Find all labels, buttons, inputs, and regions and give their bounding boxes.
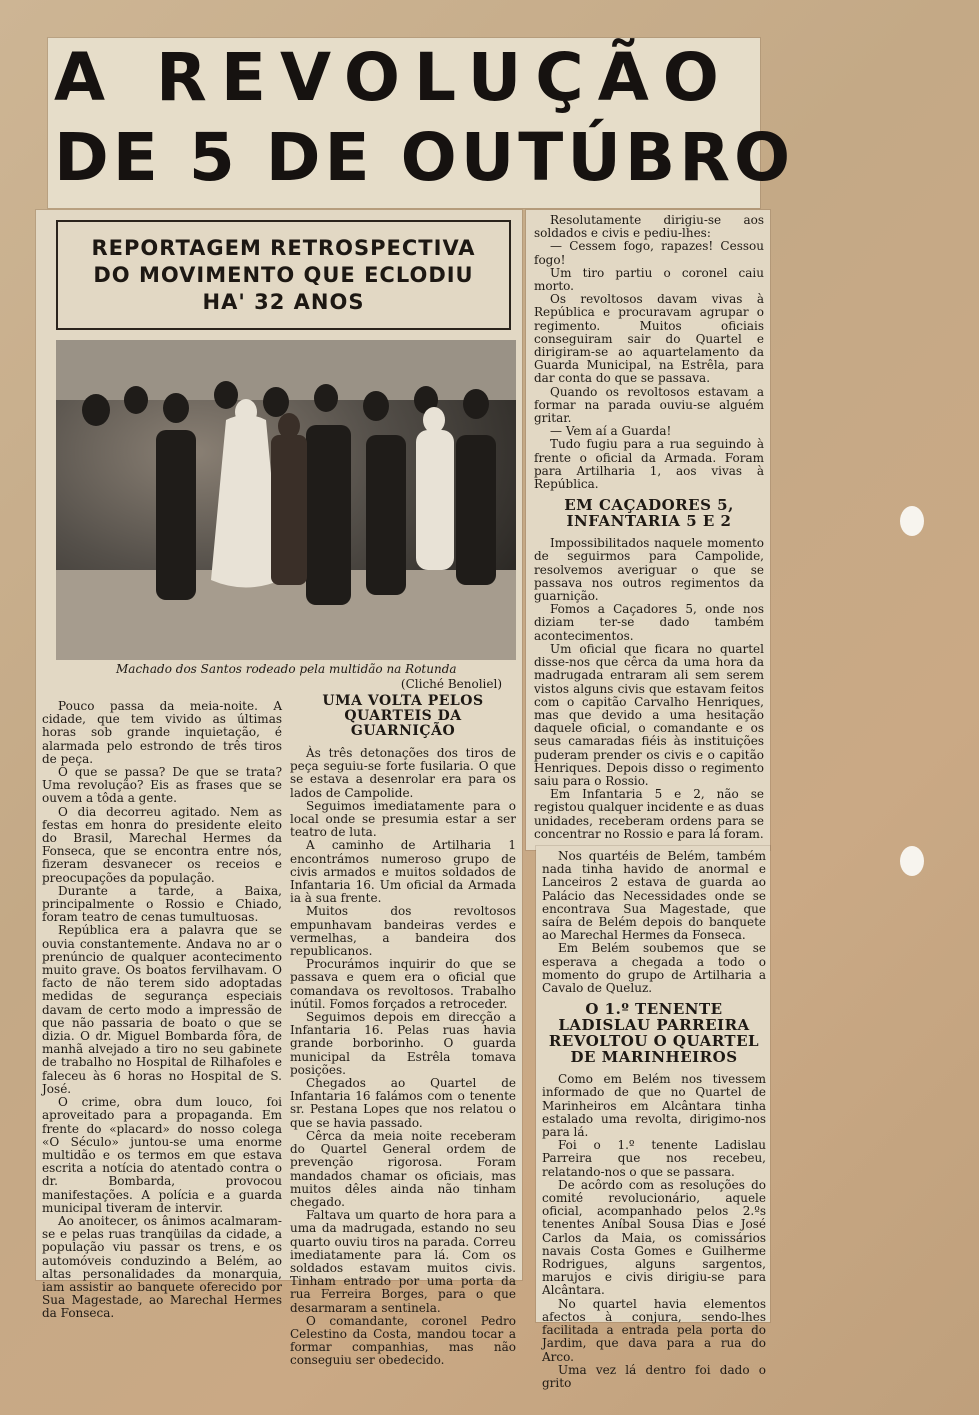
headline-line-2: DE 5 DE OUTÚBRO — [54, 119, 795, 196]
paragraph: Procurámos inquirir do que se passava e quem era o oficial que comandava os revoltosos. Trabalho inútil. Fomos forçados a retroceder. — [290, 957, 516, 1011]
paragraph: Ao anoitecer, os ânimos acalmaram-se e pelas ruas tranqüilas da cidade, a população viu passar os trens, e os automóveis conduzindo a Belém, ao altas personalidades da monarquia, iam assistir ao banquete oferecido por Sua Magestade, ao Marechal Hermes da Fonseca. — [42, 1213, 282, 1321]
article-column-2 — [290, 688, 516, 1368]
article-column-1 — [42, 700, 282, 1321]
paragraph: O que se passa? De que se trata? Uma revolução? Eis as frases que se ouvem a tôda a gente. — [42, 765, 282, 806]
paragraph: Às três detonações dos tiros de peça seguiu-se forte fusilaria. O que se estava a desenrolar era para os lados de Campolide. — [290, 746, 516, 800]
paragraph: De acôrdo com as resoluções do comité revolucionário, aquele oficial, acompanhado pelos 2.ºs tenentes Aníbal Sousa Dias e José Carlos da Maia, os comissários navais Costa Gomes e Guilherme Rodrigues, alguns sargentos, marujos e civis dirigiu-se para Alcântara. — [542, 1177, 766, 1298]
paragraph: Nos quartéis de Belém, também nada tinha havido de anormal e Lanceiros 2 estava de guarda ao Palácio das Necessidades onde se encontrava Sua Magestade, que saíra de Belém depois do banquete ao Marechal Hermes da Fonseca. — [542, 849, 766, 943]
paragraph: Em Belém soubemos que se esperava a chegada a todo o momento do grupo de Artilharia a Cavalo de Queluz. — [542, 941, 766, 996]
paragraph: No quartel havia elementos afectos à conjura, sendo-lhes facilitada a entrada pela porta do Jardim, que dava para a rua do Arco. — [542, 1296, 766, 1364]
paragraph: Cêrca da meia noite receberam do Quartel General ordem de prevenção rigorosa. Foram mandados chamar os oficiais, mas muitos dêles ainda não tinham chegado. — [290, 1128, 516, 1209]
photo-caption-text: Machado dos Santos rodeado pela multidão na Rotunda — [116, 662, 457, 676]
article-column-4 — [542, 850, 766, 1390]
paragraph: O dia decorreu agitado. Nem as festas em honra do presidente eleito do Brasil, Marechal Hermes da Fonseca, que se encontra entre nós, fizeram desvanecer os receios e preocupações da população. — [42, 804, 282, 885]
crowd-photograph — [56, 340, 516, 660]
paragraph: Faltava um quarto de hora para a uma da madrugada, estando no seu quarto ouviu tiros na parada. Correu imediatamente para lá. Com os soldados estavam muitos civis. Tinham entrado por uma porta da rua Ferreira Borges, para o que desarmaram a sentinela. — [290, 1208, 516, 1315]
paragraph: A caminho de Artilharia 1 encontrámos numeroso grupo de civis armados e muitos soldados de Infantaria 16. Um oficial da Armada ia à sua frente. — [290, 838, 516, 906]
paragraph: Seguimos depois em direcção a Infantaria 16. Pelas ruas havia grande borborinho. O guarda municipal da Estrêla tomava posições. — [290, 1010, 516, 1077]
paragraph: Uma vez lá dentro foi dado o grito — [542, 1362, 766, 1390]
paragraph: Um tiro partiu o coronel caiu morto. — [534, 265, 764, 294]
headline-clipping — [48, 38, 795, 208]
photo-credit: (Cliché Benoliel) — [400, 677, 502, 691]
paragraph: — Cessem fogo, rapazes! Cessou fogo! — [534, 239, 764, 267]
article-final-clipping — [536, 846, 770, 1390]
paragraph: Tudo fugiu para a rua seguindo à frente o oficial da Armada. Foram para Artilharia 1, aos vivas à República. — [534, 437, 764, 492]
section-heading-marinheiros: O 1.º TENENTE LADISLAU PARREIRA REVOLTOU O QUARTEL DE MARINHEIROS — [548, 1000, 760, 1067]
subheadline-line-2: DO MOVIMENTO QUE ECLODIU — [93, 262, 474, 287]
paragraph: Seguimos imediatamente para o local onde se presumia estar a ser teatro de luta. — [290, 798, 516, 840]
subheadline-box — [56, 220, 511, 330]
paragraph: Foi o 1.º tenente Ladislau Parreira que nos recebeu, relatando-nos o que se passara. — [542, 1138, 766, 1179]
paragraph: Pouco passa da meia-noite. A cidade, que tem vivido as últimas horas sob grande inquietação, é alarmada pelo estrondo de três tiros de peça. — [42, 699, 282, 766]
paragraph: Um oficial que ficara no quartel disse-nos que cêrca da uma hora da madrugada entraram ali sem serem vistos alguns civis que estavam feitos com o capitão Carvalho Henriques, mas que devido a uma hesitação daquele oficial, o comandante e os seus camaradas fiéis às instituições puderam prender os civis e o capitão Henriques. Depois disso o regimento saiu para o Rossio. — [534, 641, 764, 788]
paragraph: Os revoltosos davam vivas à República e procuravam agrupar o regimento. Muitos oficiais conseguiram sair do Quartel e dirigiram-se ao aquartelamento da Guarda Municipal, na Estrêla, para dar conta do que se passava. — [534, 292, 764, 386]
paragraph: — Vem aí a Guarda! — [550, 424, 672, 439]
paragraph: Chegados ao Quartel de Infantaria 16 falámos com o tenente sr. Pestana Lopes que nos relatou o que se havia passado. — [290, 1076, 516, 1130]
paragraph: O comandante, coronel Pedro Celestino da Costa, mandou tocar a formar companhias, mas não conseguiu ser obedecido. — [290, 1313, 516, 1368]
article-continuation-clipping — [526, 210, 770, 850]
main-article-clipping — [36, 210, 522, 1368]
section-heading-cacadores: EM CAÇADORES 5, INFANTARIA 5 E 2 — [564, 496, 734, 531]
subheadline-line-3: HA' 32 ANOS — [202, 289, 365, 314]
paragraph: Durante a tarde, a Baixa, principalmente o Rossio e Chiado, foram teatro de cenas tumultuosas. — [42, 883, 282, 925]
photo-figures — [56, 340, 516, 660]
paragraph: Em Infantaria 5 e 2, não se registou qualquer incidente e as duas unidades, receberam ordens para se concentrar no Rossio e para lá foram. — [534, 787, 764, 841]
paragraph: Quando os revoltosos estavam a formar na parada ouviu-se alguém gritar. — [534, 384, 764, 426]
paragraph: Muitos dos revoltosos empunhavam bandeiras verdes e vermelhas, a bandeira dos republicanos. — [290, 904, 516, 959]
paragraph: Fomos a Caçadores 5, onde nos diziam ter-se dado também acontecimentos. — [534, 602, 764, 643]
punch-hole — [900, 506, 924, 536]
paragraph: O crime, obra dum louco, foi aproveitado para a propaganda. Em frente do «placard» do nosso colega «O Século» juntou-se uma enorme multidão e os termos em que estava escrita a notícia do atentado contra o dr. Bombarda, provocou manifestações. A polícia e a guarda municipal tiveram de intervir. — [42, 1095, 282, 1215]
paragraph: Impossibilitados naquele momento de seguirmos para Campolide, resolvemos averiguar o que se passava nos outros regimentos da guarnição. — [534, 536, 764, 604]
subheadline-line-1: REPORTAGEM RETROSPECTIVA — [91, 235, 476, 260]
article-column-3 — [534, 214, 764, 841]
paragraph: Como em Belém nos tivessem informado de que no Quartel de Marinheiros em Alcântara tinha estalado uma revolta, dirigimo-nos para lá. — [542, 1072, 766, 1140]
punch-hole — [900, 846, 924, 876]
paragraph: República era a palavra que se ouvia constantemente. Andava no ar o prenúncio de qualquer acontecimento muito grave. Os boatos fervilhavam. O facto de não terem sido adoptadas medidas de segurança especiais davam de certo modo a impressão de que não passaria de boato o que se dizia. O dr. Miguel Bombarda fôra, de manhã alvejado a tiro no seu gabinete de trabalho no Hospital de Rilhafoles e faleceu às 6 horas no Hospital de S. José. — [42, 923, 282, 1096]
headline-line-1: A REVOLUÇÃO — [54, 39, 733, 116]
paragraph: Resolutamente dirigiu-se aos soldados e civis e pediu-lhes: — [534, 213, 764, 241]
section-heading-quarteis: UMA VOLTA PELOS QUARTEIS DA GUARNIÇÃO — [322, 693, 484, 739]
